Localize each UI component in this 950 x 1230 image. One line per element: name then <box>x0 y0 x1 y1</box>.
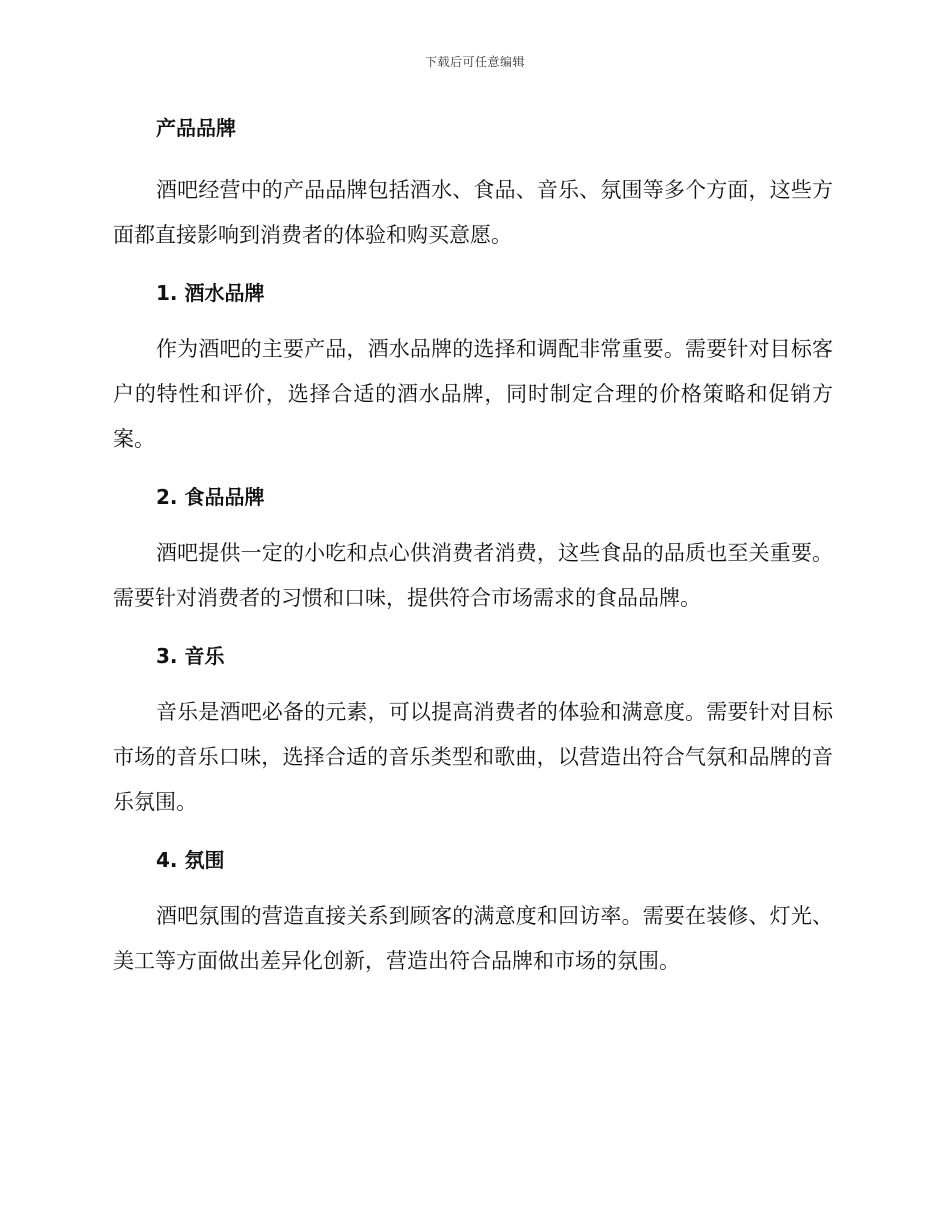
section-heading-food: 2. 食品品牌 <box>156 485 265 509</box>
section-body-food: 酒吧提供一定的小吃和点心供消费者消费，这些食品的品质也至关重要。需要针对消费者的习惯和口味，提供符合市场需求的食品品牌。 <box>113 541 833 610</box>
page-header-note: 下载后可任意编辑 <box>424 55 525 69</box>
section-body-drinks: 作为酒吧的主要产品，酒水品牌的选择和调配非常重要。需要针对目标客户的特性和评价，选择合适的酒水品牌，同时制定合理的价格策略和促销方案。 <box>113 337 833 451</box>
intro-paragraph: 酒吧经营中的产品品牌包括酒水、食品、音乐、氛围等多个方面，这些方面都直接影响到消费者的体验和购买意愿。 <box>113 178 833 247</box>
section-body-atmosphere: 酒吧氛围的营造直接关系到顾客的满意度和回访率。需要在装修、灯光、美工等方面做出差异化创新，营造出符合品牌和市场的氛围。 <box>113 904 833 973</box>
section-heading-atmosphere: 4. 氛围 <box>156 848 225 872</box>
section-heading-drinks: 1. 酒水品牌 <box>156 281 265 305</box>
section-heading-music: 3. 音乐 <box>156 644 225 668</box>
document-body <box>113 112 833 984</box>
section-body-music: 音乐是酒吧必备的元素，可以提高消费者的体验和满意度。需要针对目标市场的音乐口味，选择合适的音乐类型和歌曲，以营造出符合气氛和品牌的音乐氛围。 <box>113 700 833 814</box>
page-title: 产品品牌 <box>156 116 236 140</box>
